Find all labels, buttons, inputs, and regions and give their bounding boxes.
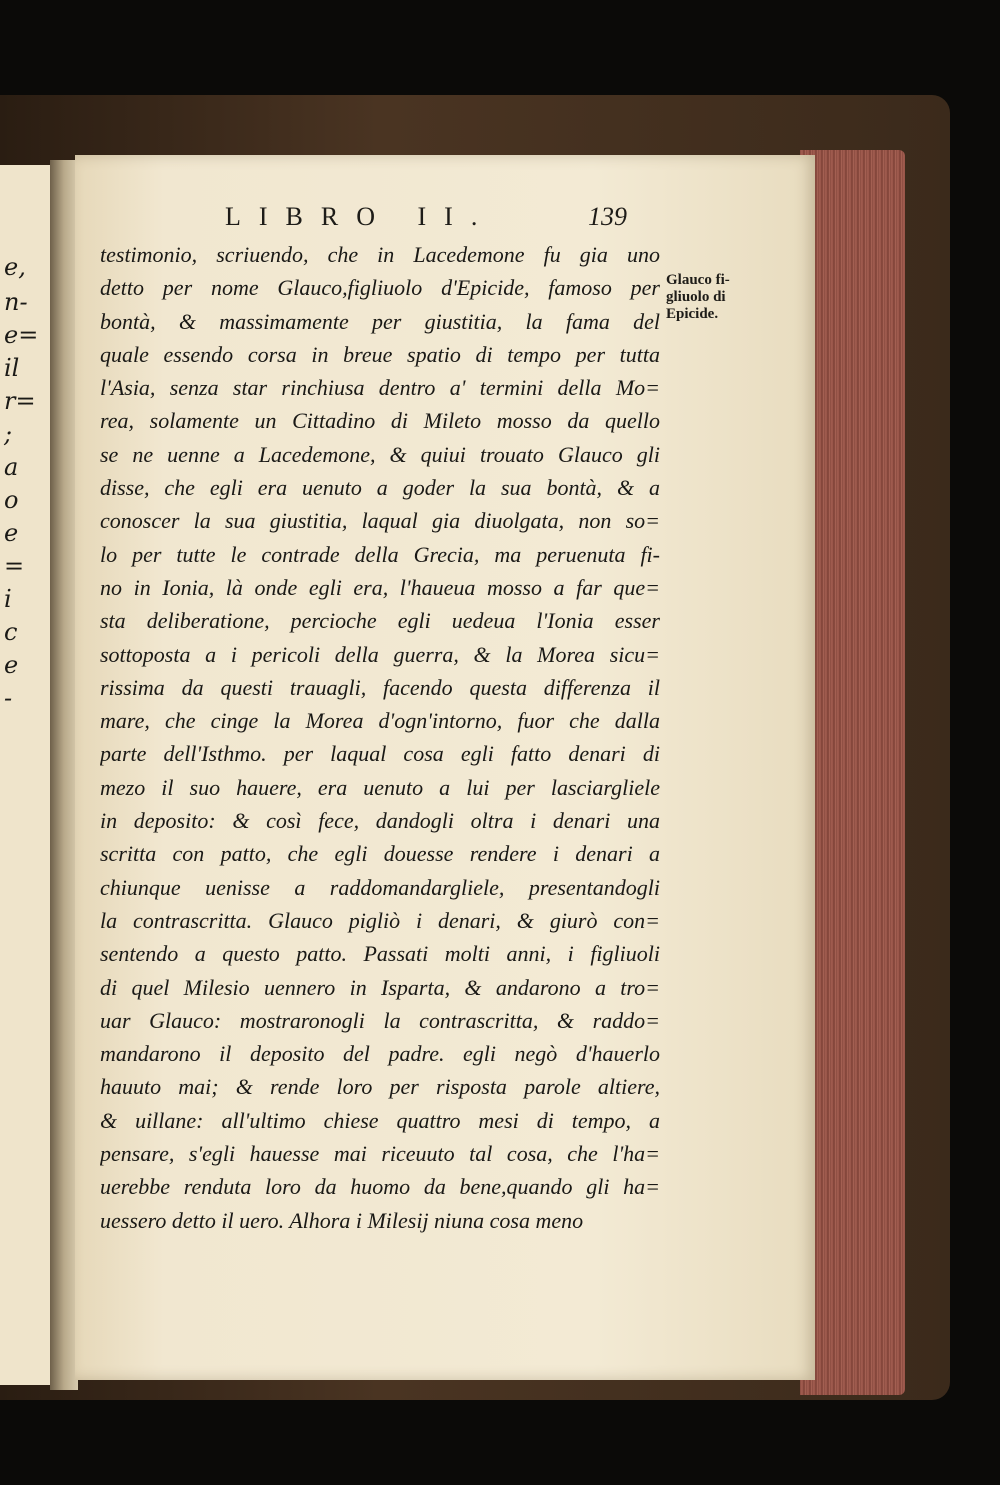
text-line: lo per tutte le contrade della Grecia, ma peruenuta fi- — [100, 541, 660, 567]
text-line: conoscer la sua giustitia, laqual gia diuolgata, non so= — [100, 508, 660, 534]
left-page-fragment: e — [4, 519, 19, 547]
marginal-note-line: Glauco fi- — [666, 272, 730, 288]
left-page-fragment: il — [4, 354, 20, 382]
text-line: di quel Milesio uennero in Isparta, & andarono a tro= — [100, 974, 660, 1000]
text-line: l'Asia, senza star rinchiusa dentro a' termini della Mo= — [100, 375, 660, 401]
text-line: mare, che cinge la Morea d'ogn'intorno, fuor che dalla — [100, 708, 660, 734]
left-page-fragment: n- — [4, 288, 28, 316]
text-line: se ne uenne a Lacedemone, & quiui trouato Glauco gli — [100, 441, 660, 467]
body-text — [100, 238, 660, 1237]
left-page-fragment: e — [4, 651, 19, 679]
text-line: rissima da questi trauagli, facendo questa differenza il — [100, 674, 660, 700]
left-page-fragment: e= — [4, 321, 39, 349]
text-line: scritta con patto, che egli douesse rendere i denari a — [100, 841, 660, 867]
text-line: sottoposta a i pericoli della guerra, & la Morea sicu= — [100, 641, 660, 667]
left-page-fragment: r= — [4, 387, 36, 415]
text-line: testimonio, scriuendo, che in Lacedemone fu gia uno — [100, 242, 660, 267]
page-edges — [800, 150, 905, 1395]
running-head: LIBRO II. — [225, 202, 496, 231]
text-line: la contrascritta. Glauco pigliò i denari, & giurò con= — [100, 907, 660, 933]
left-page-fragment: = — [4, 552, 25, 580]
text-line: quale essendo corsa in breue spatio di tempo per tutta — [100, 341, 660, 367]
left-page-fragment: e, — [4, 253, 26, 281]
text-line: pensare, s'egli hauesse mai riceuuto tal cosa, che l'ha= — [100, 1141, 660, 1167]
text-line: uar Glauco: mostraronogli la contrascritta, & raddo= — [100, 1007, 660, 1033]
text-line: rea, solamente un Cittadino di Mileto mosso da quello — [100, 408, 660, 434]
left-page-fragment: a — [4, 453, 19, 481]
page-number: 139 — [588, 202, 627, 231]
left-page-fragment: i — [4, 585, 12, 613]
left-page-fragment: - — [4, 684, 13, 712]
marginal-note-line: Epicide. — [666, 306, 719, 322]
text-line: bontà, & massimamente per giustitia, la fama del — [100, 308, 660, 334]
text-line: sta deliberatione, percioche egli uedeua l'Ionia esser — [100, 608, 660, 634]
left-page-fragment: c — [4, 618, 18, 646]
left-page-fragment: o — [4, 486, 19, 514]
text-line: chiunque uenisse a raddomandargliele, presentandogli — [100, 874, 660, 900]
text-line: disse, che egli era uenuto a goder la sua bontà, & a — [100, 475, 660, 501]
book-gutter — [50, 160, 78, 1390]
text-line: detto per nome Glauco,figliuolo d'Epicide, famoso per — [100, 275, 660, 301]
text-line: hauuto mai; & rende loro per risposta parole altiere, — [100, 1074, 660, 1100]
text-line: mezo il suo hauere, era uenuto a lui per lasciargliele — [100, 774, 660, 800]
text-line: sentendo a questo patto. Passati molti anni, i figliuoli — [100, 941, 660, 967]
text-line: uessero detto il uero. Alhora i Milesij niuna cosa meno — [100, 1207, 584, 1233]
text-line: uerebbe renduta loro da huomo da bene,quando gli ha= — [100, 1174, 660, 1200]
text-line: & uillane: all'ultimo chiese quattro mesi di tempo, a — [100, 1107, 660, 1133]
text-line: no in Ionia, là onde egli era, l'haueua mosso a far que= — [100, 574, 660, 600]
left-page-fragment: ; — [4, 420, 13, 448]
left-page — [0, 165, 52, 1385]
text-line: parte dell'Isthmo. per laqual cosa egli fatto denari di — [100, 741, 660, 767]
text-line: in deposito: & così fece, dandogli oltra i denari una — [100, 808, 660, 834]
text-line: mandarono il deposito del padre. egli negò d'hauerlo — [100, 1041, 660, 1067]
marginal-note — [666, 272, 766, 323]
marginal-note-line: gliuolo di — [666, 289, 726, 305]
